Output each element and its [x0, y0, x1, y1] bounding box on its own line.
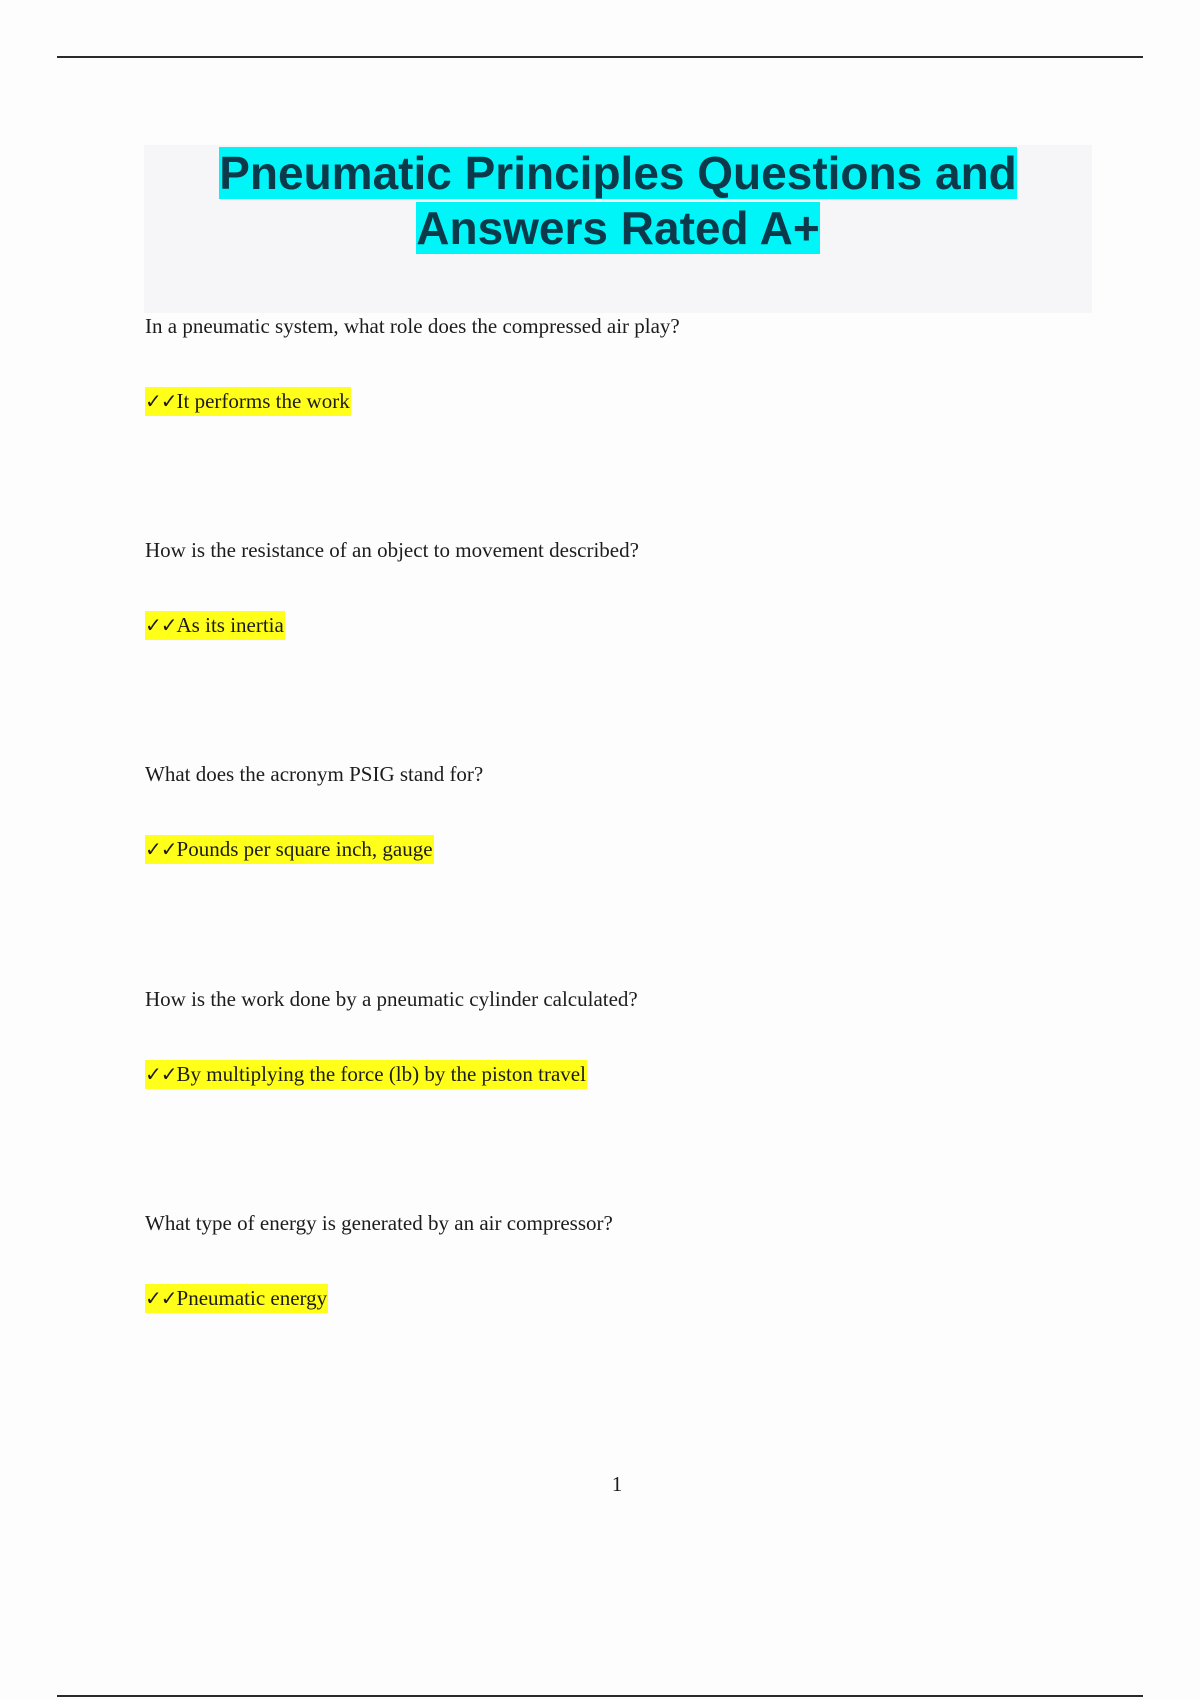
question-text: How is the resistance of an object to movement described? [145, 538, 639, 562]
answer-highlight [145, 1060, 587, 1089]
answer-highlight [145, 1284, 328, 1313]
answer [145, 835, 434, 863]
question-text: What type of energy is generated by an air compressor? [145, 1211, 613, 1235]
answer-text: As its inertia [176, 613, 284, 637]
answer-highlight [145, 387, 351, 416]
answer [145, 1284, 328, 1312]
question-text: In a pneumatic system, what role does the compressed air play? [145, 314, 680, 338]
answer [145, 1060, 587, 1088]
check-icon: ✓✓ [145, 389, 177, 413]
answer-text: It performs the work [176, 389, 350, 413]
title-line-2: Answers Rated A+ [416, 202, 820, 254]
question-text: How is the work done by a pneumatic cylinder calculated? [145, 987, 638, 1011]
answer-highlight [145, 835, 434, 864]
footer-rule [57, 1695, 1143, 1697]
page-number: 1 [611, 1472, 623, 1496]
check-icon: ✓✓ [145, 613, 177, 637]
check-icon: ✓✓ [145, 1062, 177, 1086]
document-title [144, 146, 1092, 256]
answer [145, 387, 351, 415]
header-rule [57, 56, 1143, 58]
answer-highlight [145, 611, 285, 640]
question-text: What does the acronym PSIG stand for? [145, 762, 484, 786]
answer-text: Pounds per square inch, gauge [176, 837, 433, 861]
check-icon: ✓✓ [145, 837, 177, 861]
answer-text: By multiplying the force (lb) by the piston travel [176, 1062, 586, 1086]
answer-text: Pneumatic energy [176, 1286, 328, 1310]
title-line-1: Pneumatic Principles Questions and [219, 147, 1017, 199]
answer [145, 611, 285, 639]
check-icon: ✓✓ [145, 1286, 177, 1310]
